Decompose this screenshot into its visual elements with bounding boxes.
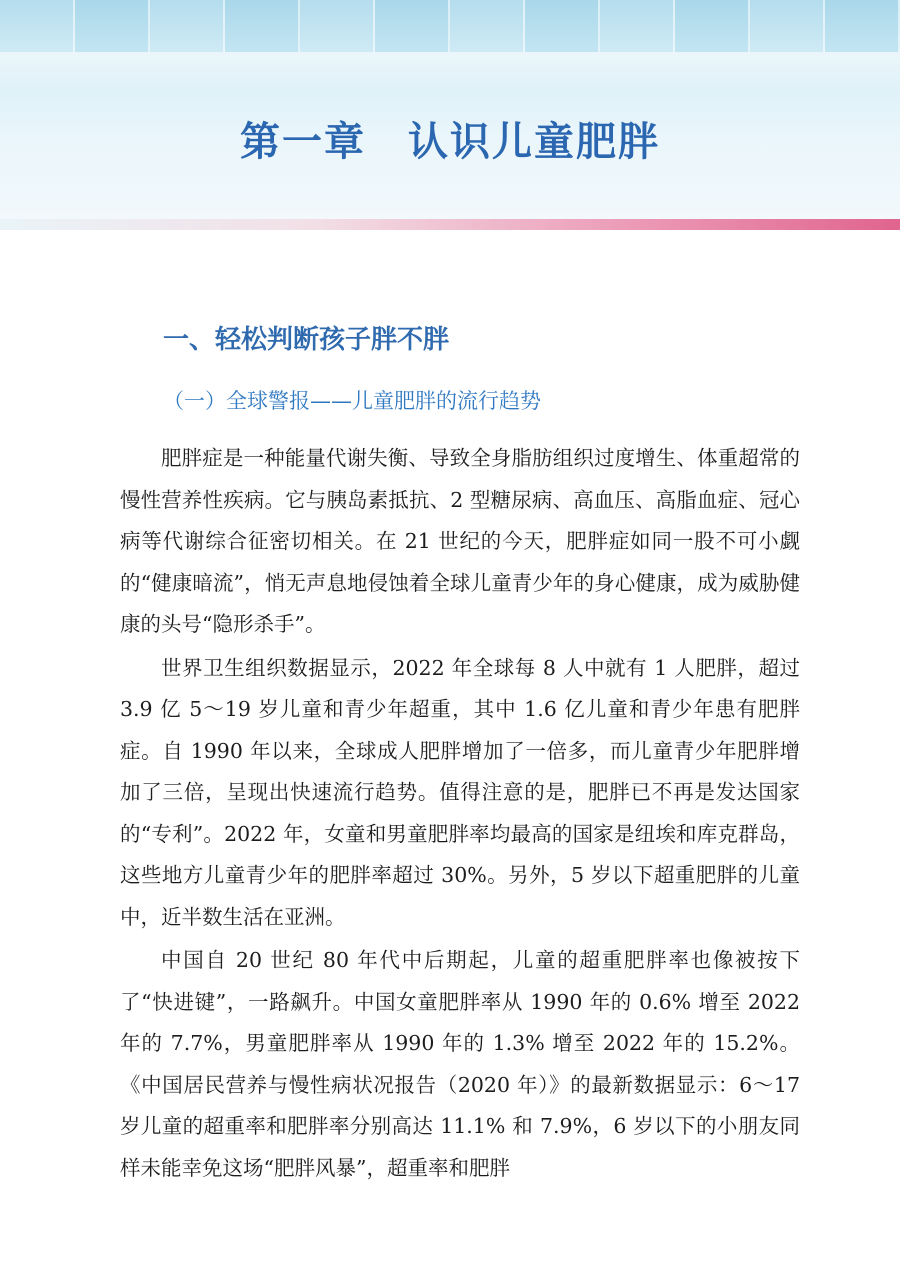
banner-tile-strip [0, 0, 900, 52]
subsection-heading: （一）全球警报——儿童肥胖的流行趋势 [163, 389, 541, 413]
banner-pink-stripe [0, 219, 900, 230]
paragraph-1: 肥胖症是一种能量代谢失衡、导致全身脂肪组织过度增生、体重超常的慢性营养性疾病。它与胰岛素抵抗、2 型糖尿病、高血压、高脂血症、冠心病等代谢综合征密切相关。在 21 世纪的今天，肥胖症如同一股不可小觑的“健康暗流”，悄无声息地侵蚀着全球儿童青少年的身心健康，成为威胁健康的头号“隐形杀手”。 [120, 446, 800, 636]
paragraph-3: 中国自 20 世纪 80 年代中后期起，儿童的超重肥胖率也像被按下了“快进键”，一路飙升。中国女童肥胖率从 1990 年的 0.6% 增至 2022 年的 7.7%，男童肥胖率从 1990 年的 1.3% 增至 2022 年的 15.2%。《中国居民营养与慢性病状况报告（2020 年）》的最新数据显示：6～17 岁儿童的超重率和肥胖率分别高达 11.1% 和 7.9%，6 岁以下的小朋友同样未能幸免这场“肥胖风暴”，超重率和肥胖 [120, 948, 800, 1180]
section-heading: 一、轻松判断孩子胖不胖 [163, 325, 450, 355]
body-text [120, 438, 800, 1191]
paragraph-2: 世界卫生组织数据显示，2022 年全球每 8 人中就有 1 人肥胖，超过 3.9 亿 5～19 岁儿童和青少年超重，其中 1.6 亿儿童和青少年患有肥胖症。自 1990 年以来，全球成人肥胖增加了一倍多，而儿童青少年肥胖增加了三倍，呈现出快速流行趋势。值得注意的是，肥胖已不再是发达国家的“专利”。2022 年，女童和男童肥胖率均最高的国家是纽埃和库克群岛，这些地方儿童青少年的肥胖率超过 30%。另外，5 岁以下超重肥胖的儿童中，近半数生活在亚洲。 [120, 655, 800, 929]
chapter-title: 第一章 认识儿童肥胖 [240, 118, 660, 165]
banner-shine [0, 52, 900, 92]
